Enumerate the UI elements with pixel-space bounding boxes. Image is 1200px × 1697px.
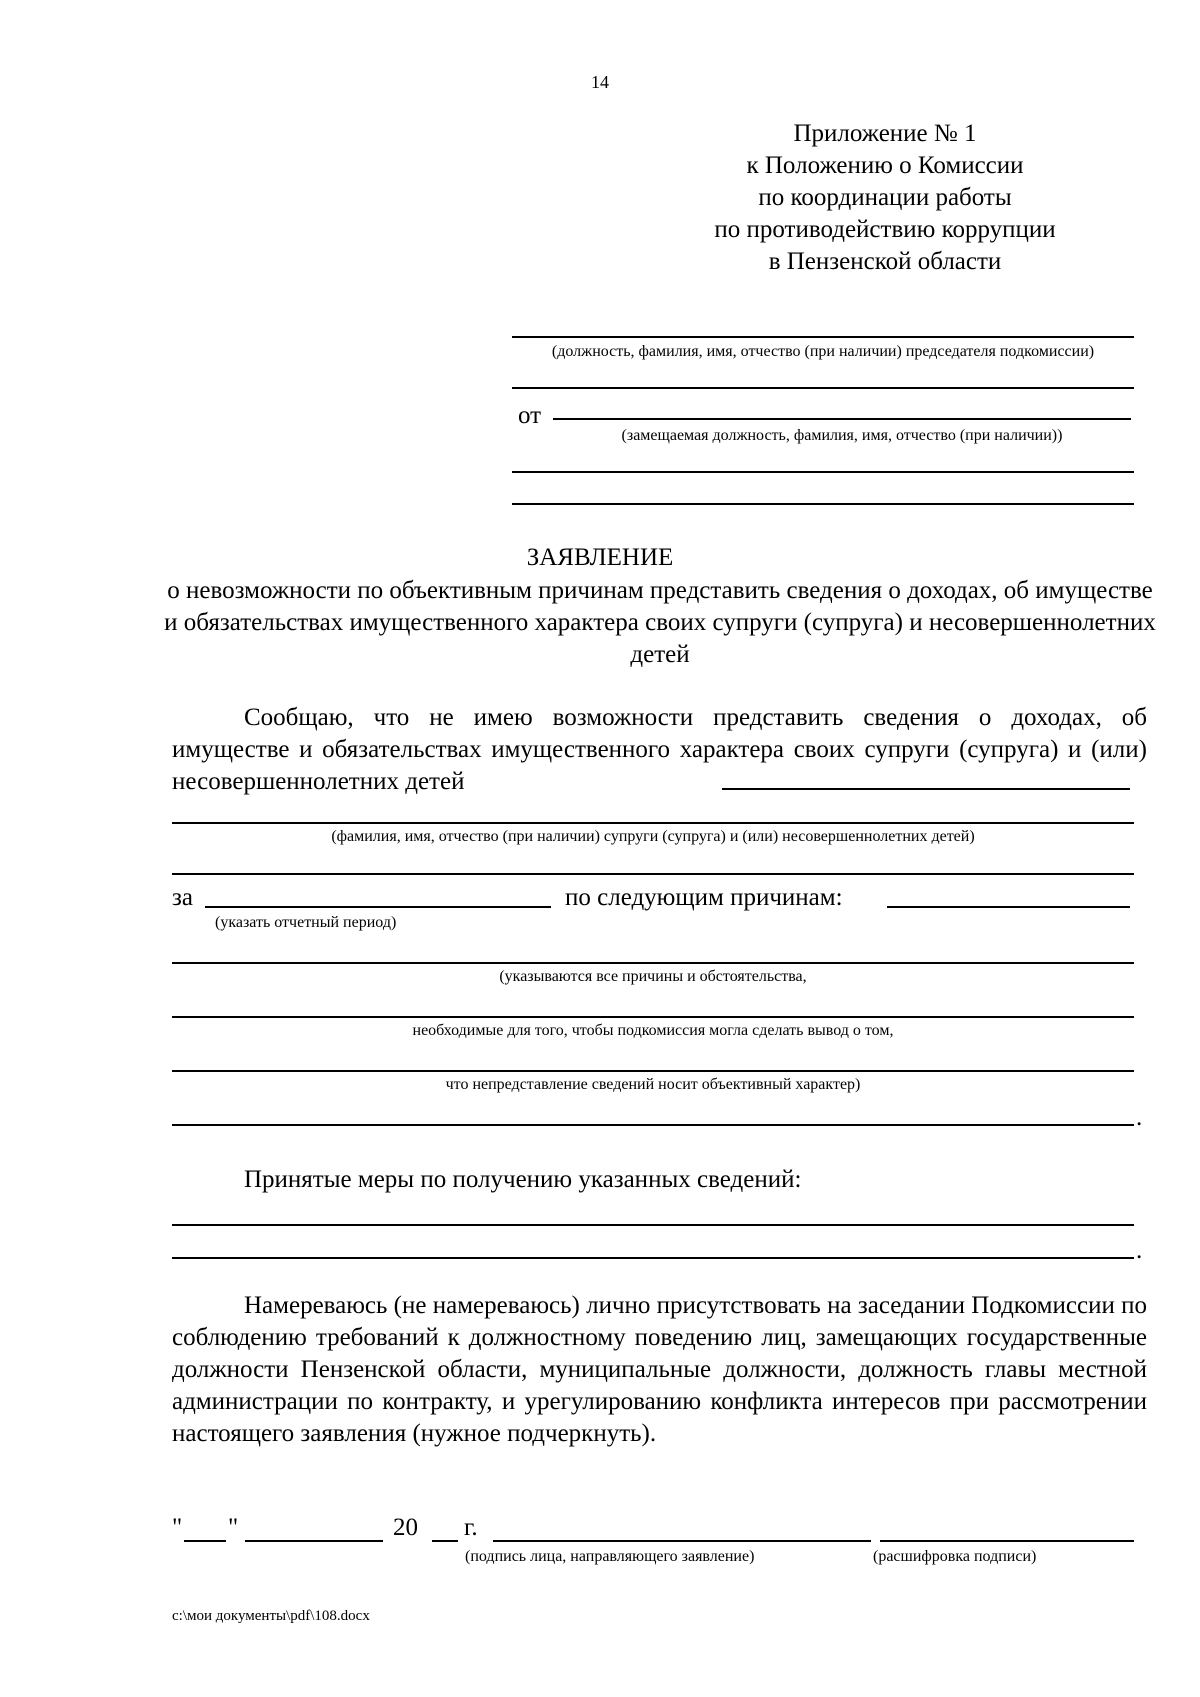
reasons-caption-2: необходимые для того, чтобы подкомиссия могла сделать вывод о том, bbox=[412, 1022, 894, 1039]
applicant-caption: (замещаемая должность, фамилия, имя, отчество (при наличии)) bbox=[621, 427, 1063, 444]
date-month-field[interactable] bbox=[245, 1540, 383, 1542]
period-field[interactable] bbox=[205, 906, 551, 908]
applicant-field[interactable] bbox=[553, 418, 1131, 420]
statement-text: Сообщаю, что не имею возможности представить сведения о доходах, об имуществе и обязательствах имущественного характера своих супруги (супруга) и (или) несовершеннолетних детей bbox=[172, 704, 1147, 795]
reasons-field[interactable] bbox=[887, 906, 1130, 908]
appendix-line: по противодействию коррупции bbox=[714, 216, 1056, 243]
reasons-caption-3: что непредставление сведений носит объективный характер) bbox=[445, 1076, 861, 1093]
signature-caption: (подпись лица, направляющего заявление) bbox=[465, 1548, 755, 1565]
year-prefix: 20 bbox=[393, 1514, 418, 1541]
file-path-footer: c:\мои документы\pdf\108.docx bbox=[172, 1608, 370, 1624]
measures-line-1[interactable] bbox=[172, 1224, 1134, 1226]
appendix-line: в Пензенской области bbox=[768, 248, 1002, 275]
for-label: за bbox=[172, 884, 193, 911]
reasons-line-1[interactable] bbox=[172, 962, 1134, 964]
date-day-field[interactable] bbox=[184, 1540, 226, 1542]
reasons-label: по следующим причинам: bbox=[565, 884, 843, 911]
reasons-line-2[interactable] bbox=[172, 1016, 1134, 1018]
date-quote-open: " bbox=[172, 1514, 183, 1541]
decoding-caption: (расшифровка подписи) bbox=[873, 1548, 1037, 1565]
signature-decoding-field[interactable] bbox=[880, 1540, 1134, 1542]
measures-line-2[interactable] bbox=[172, 1257, 1134, 1259]
measures-label: Принятые меры по получению указанных сведений: bbox=[244, 1166, 802, 1193]
chairman-field[interactable] bbox=[512, 336, 1134, 338]
chairman-field-2[interactable] bbox=[512, 387, 1134, 389]
family-names-field[interactable] bbox=[172, 822, 1134, 824]
measures-end-period: . bbox=[1136, 1237, 1143, 1264]
applicant-field-2[interactable] bbox=[512, 471, 1134, 473]
reasons-line-3[interactable] bbox=[172, 1070, 1134, 1072]
reasons-end-period: . bbox=[1136, 1104, 1143, 1131]
signature-field[interactable] bbox=[493, 1540, 871, 1542]
reasons-line-4[interactable] bbox=[172, 1124, 1134, 1126]
date-year-field[interactable] bbox=[432, 1540, 458, 1542]
date-quote-close: " bbox=[228, 1514, 239, 1541]
appendix-header bbox=[660, 118, 1110, 278]
statement-paragraph bbox=[172, 702, 1147, 798]
family-caption: (фамилия, имя, отчество (при наличии) супруги (супруга) и (или) несовершеннолетних детей) bbox=[331, 828, 975, 845]
appendix-line: Приложение № 1 bbox=[793, 120, 977, 147]
period-caption: (указать отчетный период) bbox=[215, 914, 397, 931]
year-suffix: г. bbox=[464, 1514, 478, 1541]
document-subtitle: о невозможности по объективным причинам представить сведения о доходах, об имуществе и обязательствах имущественного характера своих супруги (супруга) и несовершеннолетних детей bbox=[164, 577, 1156, 668]
appendix-line: к Положению о Комиссии bbox=[746, 152, 1024, 179]
document-title: ЗАЯВЛЕНИЕ bbox=[526, 544, 674, 571]
page-number: 14 bbox=[591, 72, 609, 92]
children-field[interactable] bbox=[722, 788, 1130, 790]
chairman-caption: (должность, фамилия, имя, отчество (при наличии) председателя подкомиссии) bbox=[551, 343, 1095, 360]
appendix-line: по координации работы bbox=[758, 184, 1012, 211]
attendance-text: Намереваюсь (не намереваюсь) лично присутствовать на заседании Подкомиссии по соблюдению требований к должностному поведению лиц, замещающих государственные должности Пензенской области, муниципальные должности, должность главы местной администрации по контракту, и урегулированию конфликта интересов при рассмотрении настоящего заявления (нужное подчеркнуть). bbox=[172, 1292, 1147, 1447]
reasons-caption-1: (указываются все причины и обстоятельства, bbox=[499, 968, 807, 985]
family-names-field-2[interactable] bbox=[172, 873, 1134, 875]
from-label: от bbox=[518, 402, 542, 429]
applicant-field-3[interactable] bbox=[512, 503, 1134, 505]
attendance-paragraph bbox=[172, 1290, 1147, 1450]
